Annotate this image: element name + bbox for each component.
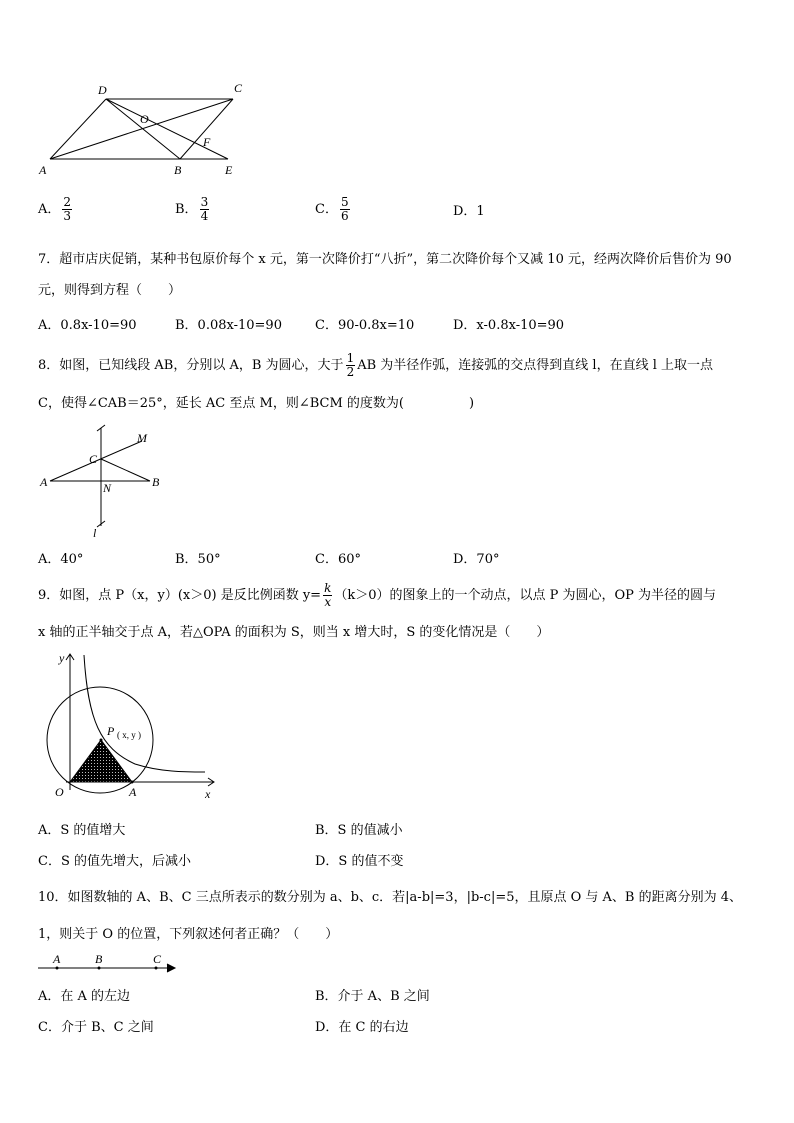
q6-option-a: A． $\frac{2}{3}$ — [38, 195, 72, 223]
q6-label-e: E — [225, 163, 233, 177]
q7-option-c: C．90-0.8x=10 — [315, 318, 415, 333]
q9-label-coords: ( x, y ) — [117, 730, 141, 740]
q8-label-a: A — [40, 475, 48, 489]
q10-option-a: A．在 A 的左边 — [38, 989, 131, 1004]
q8-option-c: C．60° — [315, 552, 361, 567]
q9-label-x: x — [205, 787, 211, 801]
q10-point-b — [98, 967, 101, 970]
q8-label-c: C — [89, 452, 98, 466]
q6-label-o: O — [140, 112, 149, 126]
q10-number-line-arrow — [167, 964, 175, 972]
q7-option-d: D．x-0.8x-10=90 — [453, 318, 565, 333]
q6-label-f: F — [203, 135, 211, 149]
q10-option-c: C．介于 B、C 之间 — [38, 1020, 154, 1035]
q6-label-b: B — [174, 163, 182, 177]
q9-option-d: D．S 的值不变 — [315, 854, 404, 869]
q9-option-a: A．S 的值增大 — [38, 823, 126, 838]
q9-label-p: P — [107, 724, 115, 738]
q8-label-n: N — [103, 481, 112, 495]
q8-label-b: B — [152, 475, 160, 489]
q6-option-b-fraction: $\frac{3}{4}$ — [200, 195, 209, 223]
q9-label-a: A — [129, 785, 137, 799]
q10-stem-line2: 1，则关于 O 的位置，下列叙述何者正确？（ ） — [38, 927, 339, 942]
q10-label-a: A — [53, 952, 61, 966]
q6-label-c: C — [234, 81, 243, 95]
q9-option-b: B．S 的值减小 — [315, 823, 403, 838]
q8-option-b: B．50° — [175, 552, 221, 567]
q6-option-c: C． $\frac{5}{6}$ — [315, 195, 349, 223]
q9-stem-line1: 9．如图，点 P（x，y）(x＞0) 是反比例函数 y= $\frac{k}{x}$ （k＞0）的图象上的一个动点，以点 P 为圆心，OP 为半径的圆与 — [38, 581, 717, 609]
q6-option-c-fraction: $\frac{5}{6}$ — [340, 195, 349, 223]
q8-stem-line1: 8．如图，已知线段 AB，分别以 A，B 为圆心，大于 $\frac{1}{2}$ AB 为半径作弧，连接弧的交点得到直线 l，在直线 l 上取一点 — [38, 351, 713, 379]
q8-label-l: l — [93, 526, 97, 540]
q10-point-a — [56, 967, 59, 970]
q10-point-c — [155, 967, 158, 970]
q6-label-d: D — [98, 83, 107, 97]
q8-option-a: A．40° — [38, 552, 84, 567]
q10-option-b: B．介于 A、B 之间 — [315, 989, 430, 1004]
q9-stem-line2: x 轴的正半轴交于点 A，若△OPA 的面积为 S，则当 x 增大时，S 的变化情况是（ ） — [38, 625, 550, 640]
q8-option-d: D．70° — [453, 552, 500, 567]
q6-option-b: B． $\frac{3}{4}$ — [175, 195, 209, 223]
q9-label-y: y — [59, 651, 65, 665]
q8-label-m: M — [137, 431, 147, 445]
q8-half-fraction: $\frac{1}{2}$ — [346, 351, 355, 379]
q7-option-a: A．0.8x-10=90 — [38, 318, 137, 333]
q6-option-a-fraction: $\frac{2}{3}$ — [63, 195, 72, 223]
q9-option-c: C．S 的值先增大，后减小 — [38, 854, 191, 869]
q7-stem-line1: 7．超市店庆促销，某种书包原价每个 x 元，第一次降价打“八折”，第二次降价每个又减 10 元，经两次降价后售价为 90 — [38, 252, 732, 267]
q6-label-a: A — [39, 163, 47, 177]
q8-stem-line2: C，使得∠CAB＝25°，延长 AC 至点 M，则∠BCM 的度数为( ) — [38, 396, 475, 411]
q10-option-d: D．在 C 的右边 — [315, 1020, 409, 1035]
q10-stem-line1: 10．如图数轴的 A、B、C 三点所表示的数分别为 a、b、c．若|a-b|=3，|b-c|=5，且原点 O 与 A、B 的距离分别为 4、 — [38, 890, 743, 905]
q9-label-o: O — [55, 785, 64, 799]
q9-k-over-x-fraction: $\frac{k}{x}$ — [324, 581, 332, 609]
q6-option-d: D．1 — [453, 204, 485, 219]
q10-label-c: C — [153, 952, 162, 966]
q10-label-b: B — [95, 952, 103, 966]
q7-stem-line2: 元，则得到方程（ ） — [38, 283, 182, 298]
q7-option-b: B．0.08x-10=90 — [175, 318, 282, 333]
